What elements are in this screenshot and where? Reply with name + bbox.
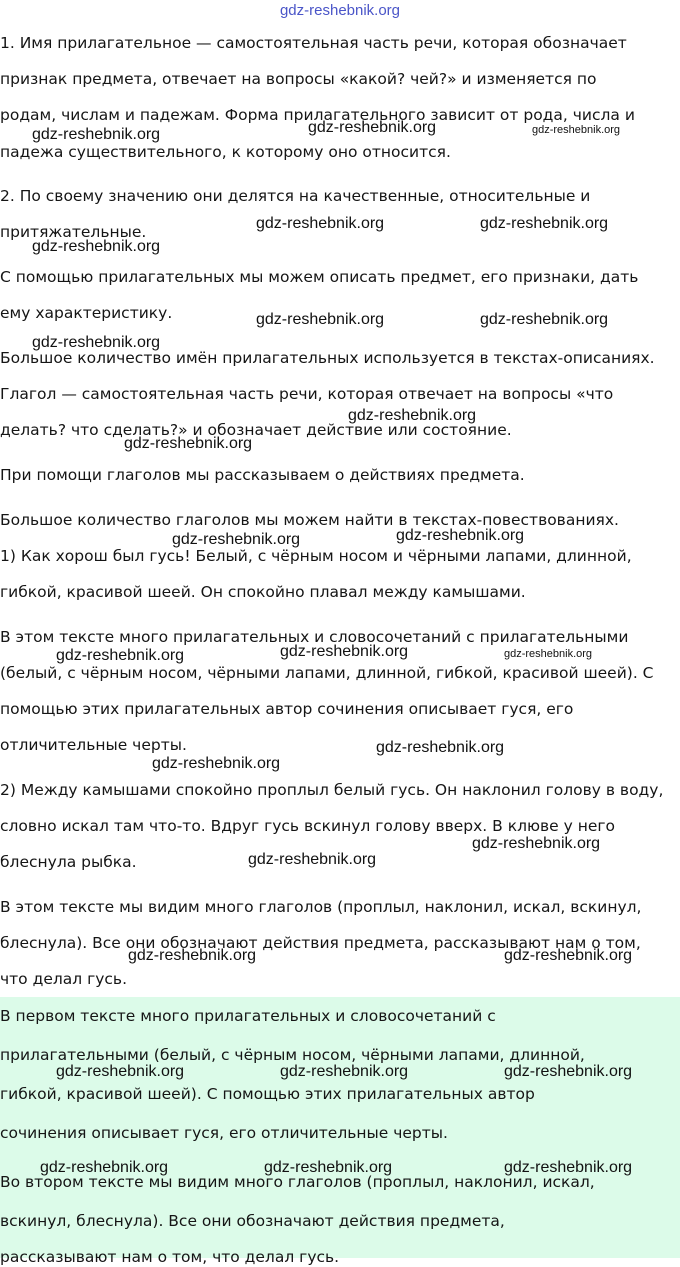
watermark-text: gdz-reshebnik.org <box>348 407 477 424</box>
watermark-text: gdz-reshebnik.org <box>248 851 377 868</box>
watermark-text: gdz-reshebnik.org <box>40 1159 169 1176</box>
text-line: В этом тексте мы видим много глаголов (проплыл, наклонил, искал, вскинул, <box>0 898 642 916</box>
text-line: признак предмета, отвечает на вопросы «какой? чей?» и изменяется по <box>0 70 597 88</box>
watermark-text: gdz-reshebnik.org <box>504 1159 633 1176</box>
answer-line: рассказывают нам о том, что делал гусь. <box>0 1248 340 1266</box>
watermark-text: gdz-reshebnik.org <box>472 835 601 852</box>
text-line: родам, числам и падежам. Форма прилагательного зависит от рода, числа и <box>0 106 635 124</box>
watermark-text: gdz-reshebnik.org <box>32 334 161 351</box>
watermark-text: gdz-reshebnik.org <box>504 648 593 660</box>
text-line: помощью этих прилагательных автор сочинения описывает гуся, его <box>0 700 574 718</box>
watermark-text: gdz-reshebnik.org <box>532 124 621 136</box>
answer-line: гибкой, красивой шеей). С помощью этих прилагательных автор <box>0 1085 535 1103</box>
text-line: блеснула). Все они обозначают действия предмета, рассказывают нам о том, <box>0 934 641 952</box>
text-line: 2. По своему значению они делятся на качественные, относительные и <box>0 187 591 205</box>
site-header-link[interactable]: gdz-reshebnik.org <box>279 2 401 19</box>
text-line: Глагол — самостоятельная часть речи, которая отвечает на вопросы «что <box>0 385 614 403</box>
watermark-text: gdz-reshebnik.org <box>56 1063 185 1080</box>
watermark-text: gdz-reshebnik.org <box>32 238 161 255</box>
answer-line: Во втором тексте мы видим много глаголов (проплыл, наклонил, искал, <box>0 1173 595 1191</box>
watermark-text: gdz-reshebnik.org <box>308 119 437 136</box>
watermark-text: gdz-reshebnik.org <box>264 1159 393 1176</box>
text-line: гибкой, красивой шеей. Он спокойно плавал между камышами. <box>0 583 526 601</box>
text-line: отличительные черты. <box>0 736 187 754</box>
watermark-text: gdz-reshebnik.org <box>128 947 257 964</box>
text-line: падежа существительного, к которому оно относится. <box>0 143 451 161</box>
watermark-text: gdz-reshebnik.org <box>504 947 633 964</box>
text-line: С помощью прилагательных мы можем описать предмет, его признаки, дать <box>0 268 639 286</box>
watermark-text: gdz-reshebnik.org <box>256 311 385 328</box>
text-line: При помощи глаголов мы рассказываем о действиях предмета. <box>0 466 525 484</box>
text-line: что делал гусь. <box>0 970 127 988</box>
watermark-text: gdz-reshebnik.org <box>256 215 385 232</box>
watermark-text: gdz-reshebnik.org <box>32 126 161 143</box>
watermark-text: gdz-reshebnik.org <box>280 643 409 660</box>
watermark-text: gdz-reshebnik.org <box>280 1063 409 1080</box>
answer-line: В первом тексте много прилагательных и словосочетаний с <box>0 1007 496 1025</box>
text-line: В этом тексте много прилагательных и словосочетаний с прилагательными <box>0 628 629 646</box>
text-line: Большое количество глаголов мы можем найти в текстах-повествованиях. <box>0 511 619 529</box>
text-line: (белый, с чёрным носом, чёрными лапами, длинной, гибкой, красивой шеей). С <box>0 664 654 682</box>
watermark-text: gdz-reshebnik.org <box>124 435 253 452</box>
watermark-text: gdz-reshebnik.org <box>480 311 609 328</box>
text-line: словно искал там что-то. Вдруг гусь вскинул голову вверх. В клюве у него <box>0 817 616 835</box>
answer-line: сочинения описывает гуся, его отличительные черты. <box>0 1124 448 1142</box>
text-line: блеснула рыбка. <box>0 853 137 871</box>
text-line: притяжательные. <box>0 223 147 241</box>
text-line: Большое количество имён прилагательных используется в текстах-описаниях. <box>0 349 655 367</box>
watermark-text: gdz-reshebnik.org <box>172 531 301 548</box>
watermark-text: gdz-reshebnik.org <box>396 527 525 544</box>
watermark-text: gdz-reshebnik.org <box>376 739 505 756</box>
text-line: 1) Как хорош был гусь! Белый, с чёрным носом и чёрными лапами, длинной, <box>0 547 632 565</box>
answer-line: прилагательными (белый, с чёрным носом, чёрными лапами, длинной, <box>0 1046 585 1064</box>
watermark-text: gdz-reshebnik.org <box>152 755 281 772</box>
watermark-text: gdz-reshebnik.org <box>56 647 185 664</box>
answer-line: вскинул, блеснула). Все они обозначают действия предмета, <box>0 1212 505 1230</box>
text-line: ему характеристику. <box>0 304 173 322</box>
text-line: делать? что сделать?» и обозначает действие или состояние. <box>0 421 512 439</box>
text-line: 1. Имя прилагательное — самостоятельная часть речи, которая обозначает <box>0 34 627 52</box>
watermark-text: gdz-reshebnik.org <box>504 1063 633 1080</box>
watermark-text: gdz-reshebnik.org <box>480 215 609 232</box>
text-line: 2) Между камышами спокойно проплыл белый гусь. Он наклонил голову в воду, <box>0 781 664 799</box>
